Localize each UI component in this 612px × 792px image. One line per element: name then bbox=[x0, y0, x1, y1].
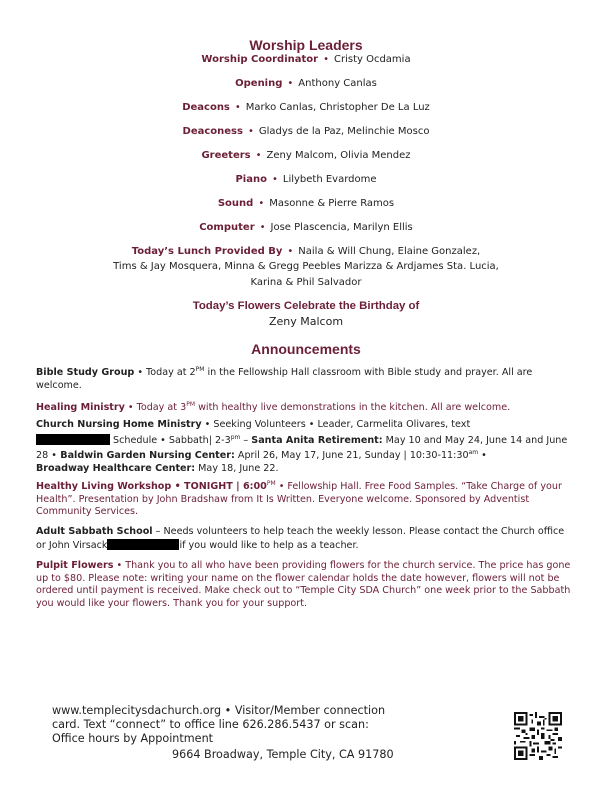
nursing-bullet: • bbox=[478, 450, 487, 462]
sabbath-text-2: if you would like to help as a teacher. bbox=[179, 539, 359, 551]
santa-anita-label: Santa Anita Retirement: bbox=[251, 434, 383, 446]
leader-row: Computer • Jose Plascencia, Marilyn Ellis bbox=[199, 222, 413, 233]
qr-code-icon[interactable] bbox=[514, 712, 562, 760]
workshop-sup: PM bbox=[266, 480, 276, 487]
sabbath-text: – Needs volunteers to help teach the weekly lesson. Please contact the Church office or John Virsack bbox=[36, 526, 565, 551]
workshop-time: • TONIGHT | 6:00 bbox=[171, 481, 267, 493]
role-label: Greeters bbox=[201, 150, 251, 161]
leader-row: Greeters • Zeny Malcom, Olivia Mendez bbox=[201, 150, 411, 161]
role-label: Opening bbox=[235, 78, 283, 89]
leader-row: Piano • Lilybeth Evardome bbox=[235, 174, 377, 185]
flowers-title: Today’s Flowers Celebrate the Birthday of bbox=[192, 300, 420, 312]
bible-text: • Today at 2 bbox=[134, 367, 196, 379]
healing-sup: PM bbox=[186, 401, 196, 408]
baldwin-label: Baldwin Garden Nursing Center: bbox=[56, 450, 235, 462]
role-names: Lilybeth Evardome bbox=[282, 174, 377, 185]
nursing-dash: – bbox=[240, 434, 252, 446]
broadway-dates: May 18, June 22. bbox=[195, 463, 279, 475]
sabbath-label: Adult Sabbath School bbox=[36, 526, 153, 537]
role-label: Deacons bbox=[182, 102, 230, 113]
lunch-label: Today’s Lunch Provided By bbox=[131, 246, 283, 257]
redacted-contact bbox=[107, 539, 179, 550]
worship-leaders-title: Worship Leaders bbox=[249, 37, 363, 53]
sabbath-school-announcement bbox=[36, 526, 576, 552]
footer-address: 9664 Broadway, Temple City, CA 91780 bbox=[172, 748, 394, 761]
role-names: Jose Plascencia, Marilyn Ellis bbox=[270, 222, 413, 233]
baldwin-sup: am bbox=[468, 449, 479, 457]
bible-study-announcement bbox=[36, 364, 576, 392]
role-label: Deaconess bbox=[182, 126, 243, 137]
workshop-text: • Fellowship Hall. Free Food Samples. “Take Charge of your Health”. Presentation by John Bradshaw from It Is Written. Everyone welcome. Sponsored by Adventist Community Services. bbox=[36, 481, 562, 518]
role-label: Sound bbox=[217, 198, 254, 209]
lunch-row: Today’s Lunch Provided By • Naila & Will Chung, Elaine Gonzalez, bbox=[131, 246, 481, 257]
nursing-label: Church Nursing Home Ministry bbox=[36, 419, 202, 430]
healing-ministry-announcement bbox=[36, 399, 576, 415]
pulpit-text: • Thank you to all who have been providing flowers for the church service. The price has gone up to $80. Please note: writing your name on the flower calendar holds the date however, flowers will not be ordered until payment is received. Make check out to “Temple City SDA Church” one week prior to the Sabbath you would like your flowers. Thank you for your support. bbox=[36, 560, 571, 609]
leader-row: Deacons • Marko Canlas, Christopher De La Luz bbox=[182, 102, 430, 113]
workshop-announcement bbox=[36, 478, 576, 519]
healing-text-2: with healthy live demonstrations in the kitchen. All are welcome. bbox=[195, 402, 511, 414]
flowers-name: Zeny Malcom bbox=[268, 315, 344, 328]
role-names: Marko Canlas, Christopher De La Luz bbox=[245, 102, 430, 113]
bible-study-label: Bible Study Group bbox=[36, 367, 135, 379]
role-names: Gladys de la Paz, Melinchie Mosco bbox=[258, 126, 430, 137]
leader-row: Opening • Anthony Canlas bbox=[235, 78, 377, 89]
nursing-schedule: Schedule • Sabbath| 2-3 bbox=[110, 434, 231, 446]
leader-row: Sound • Masonne & Pierre Ramos bbox=[217, 198, 395, 209]
role-names: Cristy Ocdamia bbox=[333, 54, 411, 65]
redacted-phone bbox=[36, 434, 110, 445]
lunch-names-3: Karina & Phil Salvador bbox=[250, 277, 362, 288]
bible-sup: PM bbox=[195, 366, 205, 373]
workshop-label: Healthy Living Workshop bbox=[36, 481, 172, 493]
leader-row: Deaconess • Gladys de la Paz, Melinchie Mosco bbox=[182, 126, 430, 137]
pulpit-label: Pulpit Flowers bbox=[36, 560, 114, 571]
footer-text-line: card. Text “connect” to office line 626.286.5437 or scan: bbox=[52, 718, 369, 731]
healing-label: Healing Ministry bbox=[36, 402, 125, 414]
role-label: Piano bbox=[235, 174, 267, 185]
role-names: Anthony Canlas bbox=[298, 78, 377, 89]
role-names: Zeny Malcom, Olivia Mendez bbox=[266, 150, 411, 161]
lunch-names-1: Naila & Will Chung, Elaine Gonzalez, bbox=[298, 246, 481, 257]
nursing-text: • Seeking Volunteers • Leader, Carmelita Olivares, text bbox=[201, 419, 471, 430]
pulpit-flowers-announcement bbox=[36, 560, 576, 610]
lunch-names-2: Tims & Jay Mosquera, Minna & Gregg Peebles Marizza & Ardjames Sta. Lucia, bbox=[113, 261, 499, 272]
footer-hours: Office hours by Appointment bbox=[52, 732, 214, 745]
nursing-sup: pm bbox=[230, 433, 241, 441]
santa-anita-dates: May 10 and May 24, June 14 and June 28 • bbox=[36, 434, 568, 462]
role-names: Masonne & Pierre Ramos bbox=[269, 198, 395, 209]
nursing-home-announcement bbox=[36, 419, 576, 476]
footer-website-line: www.templecitysdachurch.org • Visitor/Member connection bbox=[52, 704, 386, 717]
announcements-title: Announcements bbox=[251, 341, 361, 357]
leader-row: Worship Coordinator • Cristy Ocdamia bbox=[201, 54, 411, 65]
healing-text: • Today at 3 bbox=[124, 402, 187, 414]
role-label: Computer bbox=[199, 222, 255, 233]
broadway-label: Broadway Healthcare Center: bbox=[36, 463, 196, 475]
bible-text-2: in the Fellowship Hall classroom with Bible study and prayer. All are welcome. bbox=[36, 367, 533, 391]
role-label: Worship Coordinator bbox=[201, 54, 319, 65]
baldwin-dates: April 26, May 17, June 21, Sunday | 10:30-11:30 bbox=[234, 450, 469, 462]
